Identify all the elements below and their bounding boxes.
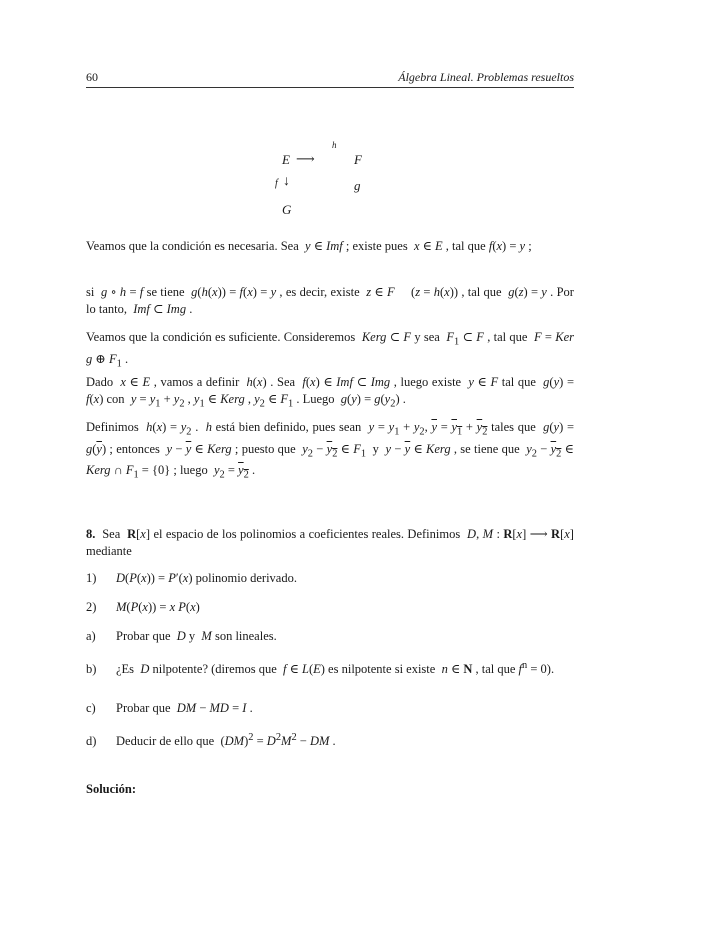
paragraph-sufficiency: Veamos que la condición es suficiente. Consideremos Kerg ⊂ F y sea $F_1$ ⊂ F , tal que F = Ker g ⊕ $F_1$ . [86,330,574,369]
arrow-right-icon: ⟶ [296,151,315,166]
list-item: b) ¿Es D nilpotente? (diremos que f ∈ L(E) es nilpotente si existe n ∈ N , tal que $f^n = 0$). [86,660,555,677]
paragraph-necessity: Veamos que la condición es necesaria. Sea y ∈ Imf ; existe pues x ∈ E , tal que f(x) = y ; [86,239,532,253]
item-label: c) [86,701,96,715]
list-item: c) Probar que DM − MD = I . [86,701,253,715]
item-label: 2) [86,600,97,614]
arrow-down-icon: ↓ [283,174,290,189]
arrow-h-label: h [332,140,337,150]
node-e: E [282,152,290,167]
solution-heading: Solución: [86,782,137,796]
item-label: 1) [86,571,97,585]
item-label: b) [86,662,97,677]
g-label: g [354,178,361,193]
list-item: 1) D(P(x)) = P′(x) polinomio derivado. [86,571,297,585]
commutative-diagram [275,140,392,220]
list-item: d) Deducir de ello que $(DM)^2 = D^2M^2$ − DM . [86,732,336,749]
problem-statement: 8. Sea R[x] el espacio de los polinomios a coeficientes reales. Definimos D, M : R[x] ⟶ R[x] mediante [86,527,574,558]
paragraph-well-defined: Definimos $h(x) = y_2$ . h está bien definido, pues sean $y = y_1 + y_2$, $\overline{y} = y_1 + y_2$ tales que $g(y) = g(\overline{y})$ ; entonces $y - \overline{y}$ ∈ Kerg ; puesto que $y_2 - y_2$ ∈ $F_1$ y $y - \overline{y}$ ∈ Kerg , se tiene que $y_2 - y_2$ ∈ Kerg ∩ $F_1 = \{0\}$ ; luego $y_2 = y_2$ . [86,420,575,481]
item-label: d) [86,734,97,749]
item-label: a) [86,629,96,643]
paragraph-composition: si g ∘ h = f se tiene g(h(x)) = f(x) = y , es decir, existe z ∈ F (z = h(x)) , tal que g(z) = y . Por lo tanto, Imf ⊂ Img . [86,285,574,316]
node-f: F [354,152,362,167]
page [86,0,574,943]
list-item: 2) M(P(x)) = x P(x) [86,600,200,614]
list-item: a) Probar que D y M son lineales. [86,629,277,643]
paragraph-define-h: Dado x ∈ E , vamos a definir h(x) . Sea f(x) ∈ Imf ⊂ Img , luego existe y ∈ F tal que g(y) = f(x) con $y = y_1 + y_2$ , $y_1$ ∈ Kerg , $y_2$ ∈ $F_1$ . Luego $g(y) = g(y_2)$ . [86,375,575,410]
running-title: Álgebra Lineal. Problemas resueltos [398,70,574,84]
arrow-f-label: f [275,178,278,189]
node-g: G [282,202,292,217]
problem-number: 8. [86,527,96,541]
page-number: 60 [86,70,98,84]
header-rule [86,87,574,88]
